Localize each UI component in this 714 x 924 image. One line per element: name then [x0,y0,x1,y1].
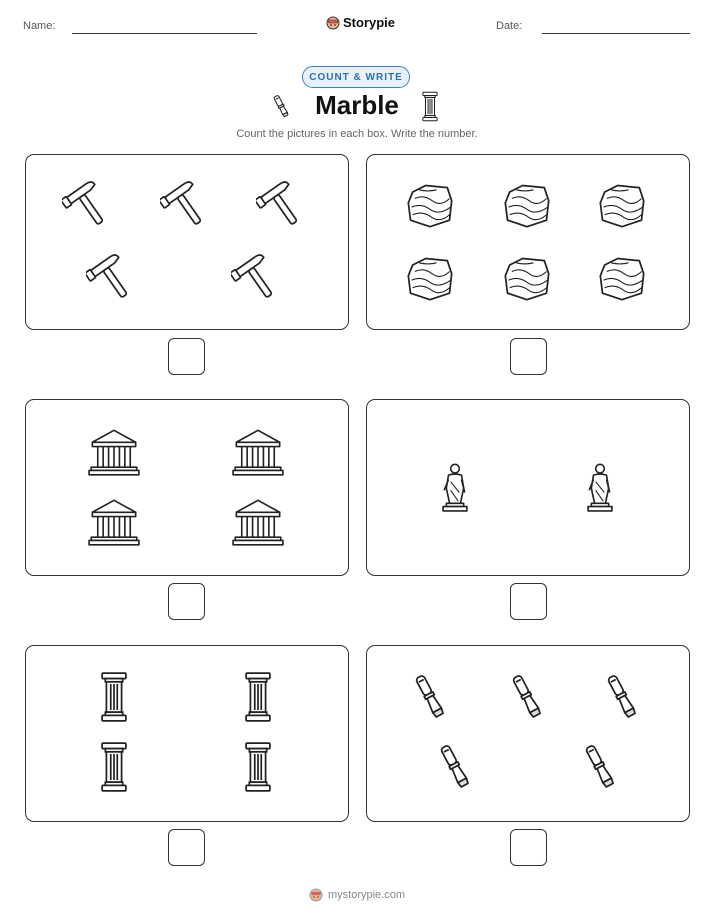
marble-block-icon [404,179,456,231]
answer-box-temples[interactable] [168,583,205,620]
answer-box-hammers[interactable] [168,338,205,375]
date-line[interactable] [542,33,690,34]
panel-temples [25,399,349,576]
name-line[interactable] [72,33,257,34]
temple-icon [232,496,284,548]
marble-block-icon [404,252,456,304]
statue-icon [574,460,626,512]
footer-url: mystorypie.com [327,889,406,901]
worksheet-title: Marble [315,90,399,120]
marble-block-icon [596,252,648,304]
hammer-icon [86,252,138,304]
chisel-icon [501,671,553,723]
panel-columns [25,645,349,822]
chisel-icon [574,741,626,793]
storypie-mascot-icon [326,16,340,30]
chisel-icon [596,671,648,723]
column-icon [232,671,284,723]
marble-block-icon [596,179,648,231]
hammer-icon [160,179,212,231]
count-write-badge: COUNT & WRITE [302,66,410,88]
instructions: Count the pictures in each box. Write the number. [236,128,478,140]
hammer-icon [62,179,114,231]
statue-icon [429,460,481,512]
answer-box-chisels[interactable] [510,829,547,866]
temple-icon [88,496,140,548]
storypie-mascot-icon [309,888,323,902]
answer-box-marble-blocks[interactable] [510,338,547,375]
footer [0,888,714,902]
marble-block-icon [501,252,553,304]
chisel-icon [404,671,456,723]
hammer-icon [231,252,283,304]
column-icon [232,741,284,793]
answer-box-statues[interactable] [510,583,547,620]
name-label: Name: [23,20,56,32]
temple-icon [232,426,284,478]
marble-block-icon [501,179,553,231]
panel-statues [366,399,690,576]
temple-icon [88,426,140,478]
hammer-icon [256,179,308,231]
brand-logo [326,15,395,30]
date-label: Date: [496,20,523,32]
answer-box-columns[interactable] [168,829,205,866]
column-icon [421,91,439,122]
column-icon [88,671,140,723]
brand-name: Storypie [343,15,396,30]
chisel-icon [429,741,481,793]
column-icon [88,741,140,793]
